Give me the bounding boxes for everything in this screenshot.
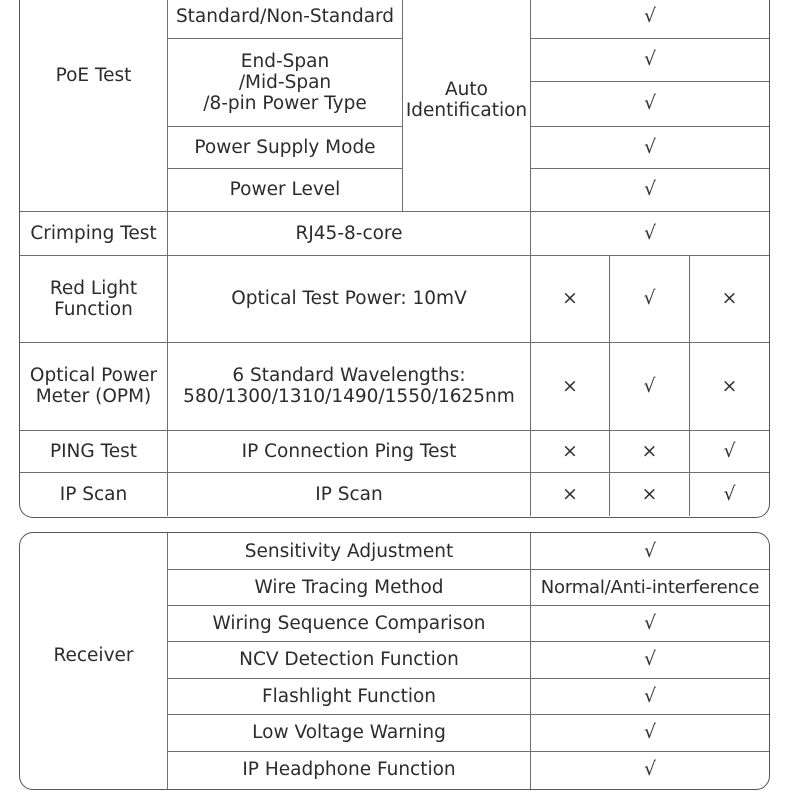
cross-icon: × [562,439,578,462]
poe-method: Auto Identification [405,79,528,121]
cross-icon: × [721,287,738,309]
cross-icon: × [562,482,578,505]
check-icon: √ [643,178,657,200]
crimping-test-description: RJ45-8-core [295,222,403,244]
wire-tracing-method-value: Normal/Anti-interference [540,576,760,598]
check-icon: √ [643,135,657,158]
feature-wire-tracing-method: Wire Tracing Method [254,576,444,598]
check-icon: √ [643,287,656,309]
check-icon: √ [643,611,657,634]
feature-ip-headphone: IP Headphone Function [242,759,456,780]
check-icon: √ [643,539,657,562]
feature-ncv-detection: NCV Detection Function [239,649,459,670]
feature-sensitivity-adjustment: Sensitivity Adjustment [244,540,454,562]
cross-icon: × [562,287,578,309]
check-icon: √ [723,439,736,462]
receiver-category: Receiver [53,645,134,666]
check-icon: √ [643,48,657,70]
opm-description: 6 Standard Wavelengths: 580/1300/1310/1490/1550/1625nm [183,365,515,407]
check-icon: √ [643,221,657,244]
feature-wiring-sequence-comparison: Wiring Sequence Comparison [212,612,486,634]
cross-icon: × [641,482,658,505]
poe-test-category: PoE Test [55,64,132,86]
cross-icon: × [721,374,738,397]
feature-flashlight: Flashlight Function [261,685,437,707]
cross-icon: × [562,374,578,397]
opm-category: Optical Power Meter (OPM) [29,365,158,407]
check-icon: √ [643,758,657,780]
ip-scan-category: IP Scan [59,483,128,505]
poe-item-power-level: Power Level [229,179,341,200]
ping-test-description: IP Connection Ping Test [241,440,457,462]
poe-item-span-type: End-Span /Mid-Span /8-pin Power Type [203,50,367,114]
ping-test-category: PING Test [49,440,138,462]
feature-low-voltage-warning: Low Voltage Warning [252,722,446,743]
check-icon: √ [643,721,657,743]
poe-item-supply-mode: Power Supply Mode [194,136,376,158]
check-icon: √ [643,92,657,114]
red-light-category: Red Light Function [49,277,138,320]
crimping-test-category: Crimping Test [30,222,157,244]
ip-scan-description: IP Scan [315,483,383,505]
cross-icon: × [641,439,658,462]
check-icon: √ [643,648,657,670]
poe-item-standard: Standard/Non-Standard [175,5,395,27]
check-icon: √ [643,4,657,27]
check-icon: √ [643,684,657,707]
check-icon: √ [643,374,656,397]
check-icon: √ [723,482,736,505]
red-light-description: Optical Test Power: 10mV [231,288,467,309]
